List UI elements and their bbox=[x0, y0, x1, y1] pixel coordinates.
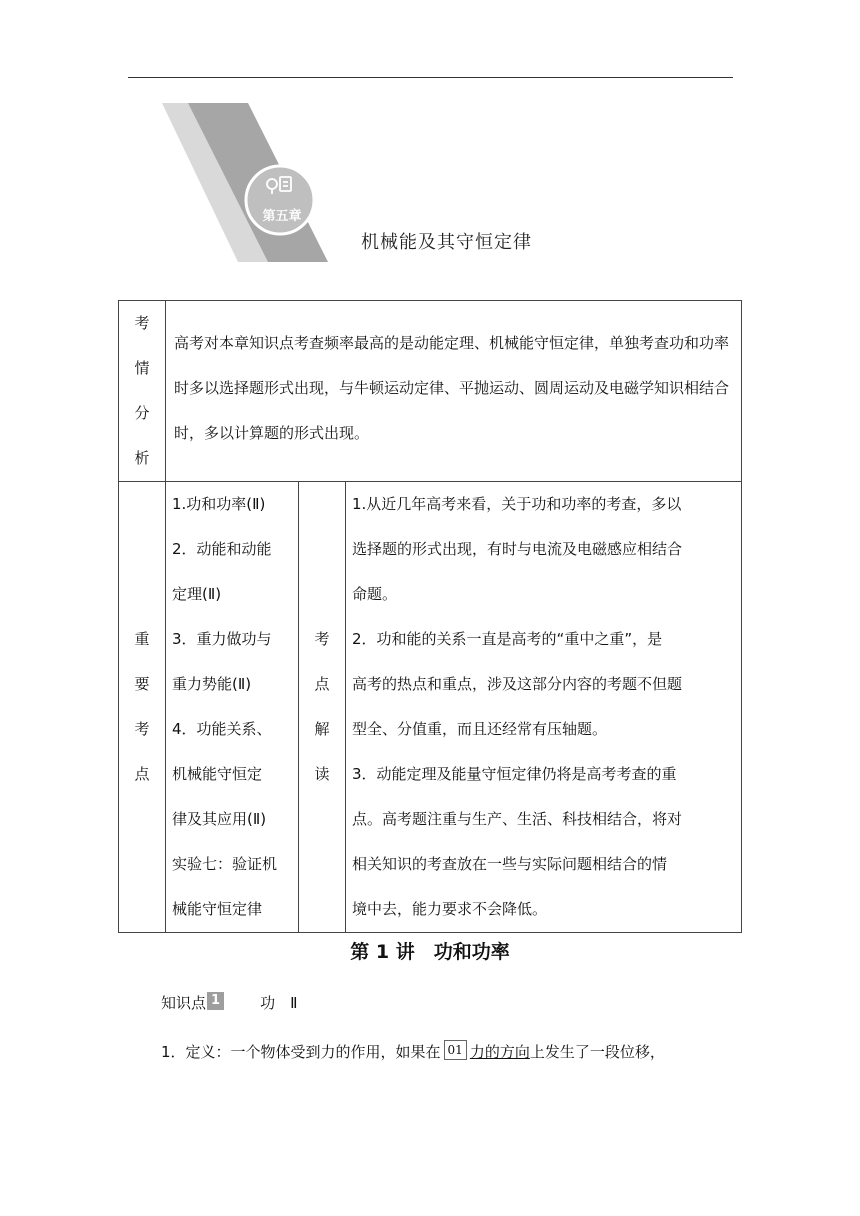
text-line: 选择题的形式出现，有时与电流及电磁感应相结合 bbox=[352, 540, 683, 558]
knowledge-point-number: 1 bbox=[207, 992, 224, 1010]
header-char: 重 bbox=[134, 630, 150, 648]
text-line: 高考的热点和重点，涉及这部分内容的考题不但题 bbox=[352, 675, 683, 693]
list-item: 4．功能关系、 bbox=[172, 720, 272, 738]
list-item: 机械能守恒定 bbox=[172, 765, 263, 783]
list-item: 3．重力做功与 bbox=[172, 630, 272, 648]
interpretation-text bbox=[346, 482, 742, 933]
chapter-label: 第五章 bbox=[262, 209, 302, 224]
text-line: 1.从近几年高考来看，关于功和功率的考查，多以 bbox=[352, 495, 682, 513]
header-char: 考 bbox=[314, 630, 330, 648]
key-points-header bbox=[119, 482, 166, 933]
blank-number-box: 01 bbox=[444, 1040, 467, 1060]
list-item: 重力势能(Ⅱ) bbox=[172, 675, 252, 693]
analysis-header bbox=[119, 301, 166, 482]
knowledge-point-name: 功 Ⅱ bbox=[260, 994, 298, 1012]
top-rule bbox=[128, 77, 733, 78]
header-char: 情 bbox=[134, 359, 150, 377]
list-item: 1.功和功率(Ⅱ) bbox=[172, 495, 266, 513]
lecture-title: 第 1 讲 功和功率 bbox=[350, 941, 510, 963]
header-char: 解 bbox=[314, 720, 330, 738]
definition-prefix: 1．定义：一个物体受到力的作用，如果在 bbox=[161, 1043, 441, 1061]
knowledge-point-heading bbox=[161, 992, 297, 1013]
list-item: 定理(Ⅱ) bbox=[172, 585, 222, 603]
header-char: 考 bbox=[134, 720, 150, 738]
header-char: 要 bbox=[134, 675, 150, 693]
text-line: 3．动能定理及能量守恒定律仍将是高考考查的重 bbox=[352, 765, 677, 783]
text-line: 相关知识的考查放在一些与实际问题相结合的情 bbox=[352, 855, 668, 873]
chapter-overview-table bbox=[118, 300, 742, 933]
header-char: 读 bbox=[314, 765, 330, 783]
header-char: 点 bbox=[134, 765, 150, 783]
header-char: 考 bbox=[134, 314, 150, 332]
header-char: 析 bbox=[134, 449, 150, 467]
list-item: 械能守恒定律 bbox=[172, 900, 263, 918]
knowledge-point-label: 知识点 bbox=[161, 994, 207, 1012]
header-char: 分 bbox=[134, 404, 150, 422]
text-line: 境中去，能力要求不会降低。 bbox=[352, 900, 548, 918]
text-line: 命题。 bbox=[352, 585, 398, 603]
analysis-row bbox=[119, 301, 742, 482]
interpretation-header bbox=[299, 482, 346, 933]
header-char: 点 bbox=[314, 675, 330, 693]
list-item: 律及其应用(Ⅱ) bbox=[172, 810, 267, 828]
list-item: 2．动能和动能 bbox=[172, 540, 272, 558]
chapter-banner bbox=[150, 100, 350, 265]
key-points-list bbox=[166, 482, 299, 933]
text-line: 点。高考题注重与生产、生活、科技相结合，将对 bbox=[352, 810, 683, 828]
key-points-row bbox=[119, 482, 742, 933]
text-line: 型全、分值重，而且还经常有压轴题。 bbox=[352, 720, 608, 738]
definition-suffix: 上发生了一段位移， bbox=[529, 1043, 665, 1061]
chapter-title: 机械能及其守恒定律 bbox=[361, 232, 532, 253]
definition-line bbox=[161, 1040, 665, 1062]
analysis-text: 高考对本章知识点考查频率最高的是动能定理、机械能守恒定律，单独考查功和功率时多以选择题形式出现，与牛顿运动定律、平抛运动、圆周运动及电磁学知识相结合时，多以计算题的形式出现。 bbox=[166, 301, 742, 482]
list-item: 实验七：验证机 bbox=[172, 855, 278, 873]
definition-answer: 力的方向 bbox=[469, 1043, 530, 1061]
text-line: 2．功和能的关系一直是高考的“重中之重”，是 bbox=[352, 630, 663, 648]
